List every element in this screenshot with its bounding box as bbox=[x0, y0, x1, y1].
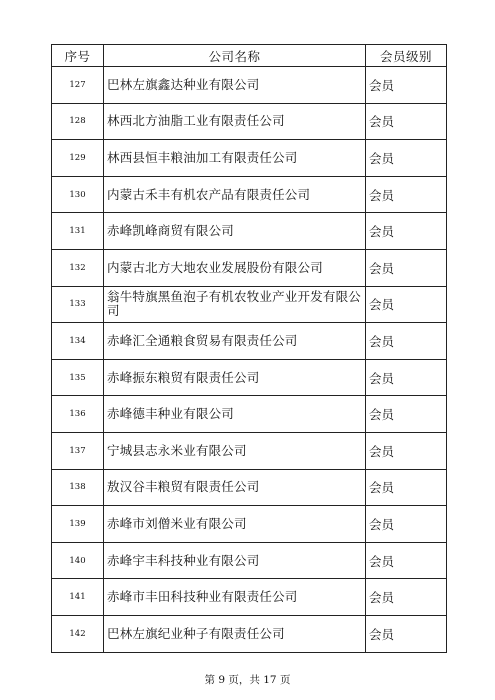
table-row bbox=[52, 249, 447, 286]
header-serial-number: 序号 bbox=[52, 45, 104, 67]
table-row bbox=[52, 213, 447, 250]
table-header-row bbox=[52, 45, 447, 67]
row-member-level: 会员 bbox=[366, 432, 447, 469]
row-company-name: 巴林左旗纪业种子有限责任公司 bbox=[104, 615, 366, 652]
row-company-name: 内蒙古北方大地农业发展股份有限公司 bbox=[104, 249, 366, 286]
row-company-name: 敖汉谷丰粮贸有限责任公司 bbox=[104, 469, 366, 506]
row-member-level: 会员 bbox=[366, 506, 447, 543]
row-member-level: 会员 bbox=[366, 396, 447, 433]
row-company-name: 内蒙古禾丰有机农产品有限责任公司 bbox=[104, 176, 366, 213]
row-member-level: 会员 bbox=[366, 249, 447, 286]
row-company-name: 赤峰凯峰商贸有限公司 bbox=[104, 213, 366, 250]
row-serial-number: 128 bbox=[52, 103, 104, 140]
row-member-level: 会员 bbox=[366, 103, 447, 140]
row-company-name: 赤峰宇丰科技种业有限公司 bbox=[104, 542, 366, 579]
row-serial-number: 133 bbox=[52, 286, 104, 323]
row-serial-number: 135 bbox=[52, 359, 104, 396]
member-table bbox=[51, 44, 447, 653]
row-member-level: 会员 bbox=[366, 176, 447, 213]
row-serial-number: 136 bbox=[52, 396, 104, 433]
row-serial-number: 127 bbox=[52, 67, 104, 104]
table-row bbox=[52, 432, 447, 469]
table-row bbox=[52, 396, 447, 433]
row-member-level: 会员 bbox=[366, 615, 447, 652]
row-company-name: 赤峰振东粮贸有限责任公司 bbox=[104, 359, 366, 396]
table-row bbox=[52, 323, 447, 360]
table-row bbox=[52, 542, 447, 579]
table-row bbox=[52, 579, 447, 616]
row-member-level: 会员 bbox=[366, 67, 447, 104]
row-member-level: 会员 bbox=[366, 140, 447, 177]
row-company-name: 巴林左旗鑫达种业有限公司 bbox=[104, 67, 366, 104]
header-member-level: 会员级别 bbox=[366, 45, 447, 67]
row-serial-number: 132 bbox=[52, 249, 104, 286]
row-serial-number: 138 bbox=[52, 469, 104, 506]
row-company-name: 林西县恒丰粮油加工有限责任公司 bbox=[104, 140, 366, 177]
table-row bbox=[52, 103, 447, 140]
row-serial-number: 130 bbox=[52, 176, 104, 213]
row-member-level: 会员 bbox=[366, 469, 447, 506]
row-member-level: 会员 bbox=[366, 542, 447, 579]
row-member-level: 会员 bbox=[366, 323, 447, 360]
row-company-name: 赤峰市刘僧米业有限公司 bbox=[104, 506, 366, 543]
table-row bbox=[52, 286, 447, 323]
table-row bbox=[52, 359, 447, 396]
row-member-level: 会员 bbox=[366, 286, 447, 323]
row-company-name: 林西北方油脂工业有限责任公司 bbox=[104, 103, 366, 140]
row-serial-number: 129 bbox=[52, 140, 104, 177]
row-serial-number: 139 bbox=[52, 506, 104, 543]
row-company-name: 赤峰汇全通粮食贸易有限责任公司 bbox=[104, 323, 366, 360]
table-row bbox=[52, 176, 447, 213]
row-serial-number: 140 bbox=[52, 542, 104, 579]
page-footer: 第 9 页，共 17 页 bbox=[204, 674, 291, 686]
table-row bbox=[52, 506, 447, 543]
row-member-level: 会员 bbox=[366, 359, 447, 396]
header-company-name: 公司名称 bbox=[104, 45, 366, 67]
row-member-level: 会员 bbox=[366, 213, 447, 250]
row-serial-number: 137 bbox=[52, 432, 104, 469]
row-serial-number: 141 bbox=[52, 579, 104, 616]
row-company-name: 宁城县志永米业有限公司 bbox=[104, 432, 366, 469]
row-serial-number: 142 bbox=[52, 615, 104, 652]
row-member-level: 会员 bbox=[366, 579, 447, 616]
table-row bbox=[52, 67, 447, 104]
table-row bbox=[52, 140, 447, 177]
row-serial-number: 131 bbox=[52, 213, 104, 250]
table-row bbox=[52, 469, 447, 506]
row-company-name: 赤峰德丰种业有限公司 bbox=[104, 396, 366, 433]
table-row bbox=[52, 615, 447, 652]
row-serial-number: 134 bbox=[52, 323, 104, 360]
row-company-name: 翁牛特旗黑鱼泡子有机农牧业产业开发有限公司 bbox=[104, 286, 366, 323]
row-company-name: 赤峰市丰田科技种业有限责任公司 bbox=[104, 579, 366, 616]
